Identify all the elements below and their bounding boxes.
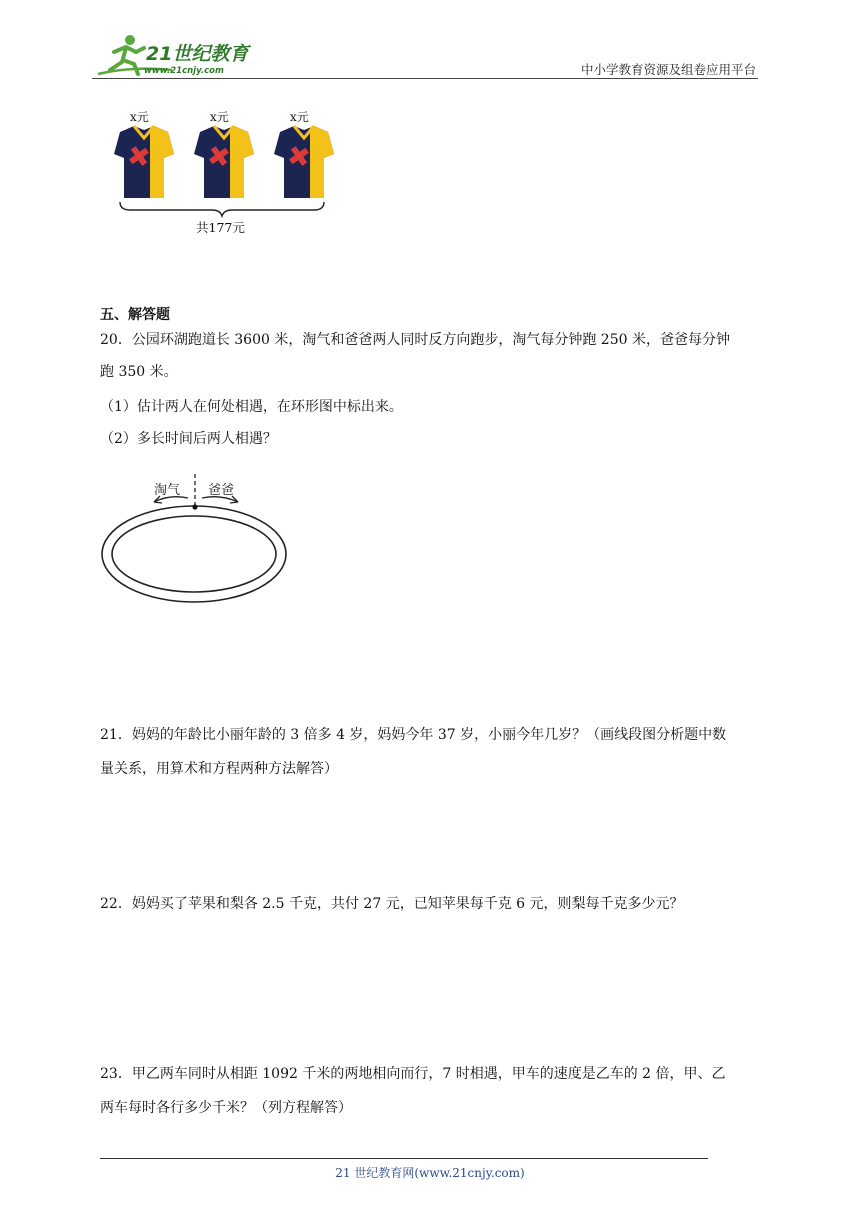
- start-point: [192, 504, 197, 509]
- track-outer-ellipse: [102, 506, 286, 602]
- price-label-3: x元: [290, 110, 309, 124]
- question-23-line1: 23．甲乙两车同时从相距 1092 千米的两地相向而行，7 时相遇，甲车的速度是乙车的 2 倍，甲、乙: [100, 1066, 726, 1082]
- footer-text[interactable]: 21 世纪教育网(www.21cnjy.com): [335, 1166, 525, 1180]
- total-label: 共177元: [196, 220, 245, 235]
- track-figure: [98, 470, 292, 606]
- shirt-3-icon: [274, 126, 334, 198]
- question-22-line1: 22．妈妈买了苹果和梨各 2.5 千克，共付 27 元，已知苹果每千克 6 元，则梨每千克多少元？: [100, 896, 684, 912]
- question-20-line1: 20．公园环湖跑道长 3600 米，淘气和爸爸两人同时反方向跑步，淘气每分钟跑 250 米，爸爸每分钟: [100, 332, 730, 348]
- question-20-sub1: （1）估计两人在何处相遇，在环形图中标出来。: [100, 399, 403, 415]
- header-divider: [92, 78, 758, 79]
- footer-divider: [100, 1158, 708, 1159]
- question-20-line2: 跑 350 米。: [100, 364, 178, 380]
- section-title: 五、解答题: [100, 307, 170, 323]
- question-23-line2: 两车每时各行多少千米？（列方程解答）: [100, 1100, 352, 1116]
- question-21-line1: 21．妈妈的年龄比小丽年龄的 3 倍多 4 岁，妈妈今年 37 岁，小丽今年几岁？（画线段图分析题中数: [100, 727, 727, 743]
- label-baba: 爸爸: [208, 483, 235, 498]
- shirts-figure: [106, 110, 346, 236]
- logo-url-text: www.21cnjy.com: [144, 66, 224, 76]
- question-20-sub2: （2）多长时间后两人相遇？: [100, 431, 277, 447]
- shirt-1-icon: [114, 126, 174, 198]
- track-inner-ellipse: [112, 516, 276, 592]
- platform-name: 中小学教育资源及组卷应用平台: [580, 62, 756, 77]
- logo-main-text: 21世纪教育: [146, 43, 249, 65]
- question-21-line2: 量关系，用算术和方程两种方法解答）: [100, 761, 338, 777]
- total-brace: [120, 202, 324, 216]
- label-taoqi: 淘气: [154, 483, 181, 498]
- price-label-2: x元: [210, 110, 229, 124]
- site-logo: [92, 30, 262, 80]
- price-label-1: x元: [130, 110, 149, 124]
- shirt-2-icon: [194, 126, 254, 198]
